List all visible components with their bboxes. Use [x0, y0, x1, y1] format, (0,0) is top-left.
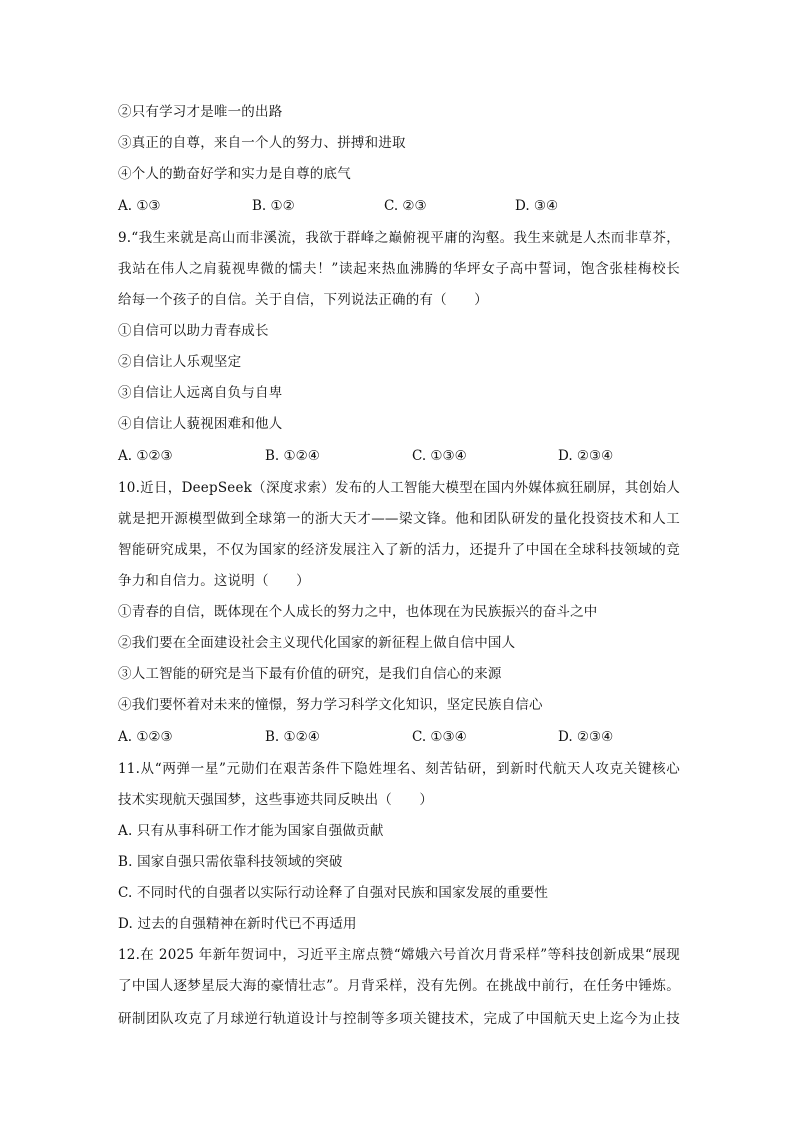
q11-option-c: C. 不同时代的自强者以实际行动诠释了自强对民族和国家发展的重要性 — [118, 885, 549, 901]
q11-option-a: A. 只有从事科研工作才能为国家自强做贡献 — [118, 823, 384, 839]
q10-option-d: D. ②③④ — [558, 729, 614, 745]
q10-statement-3: ③人工智能的研究是当下最有价值的研究，是我们自信心的来源 — [118, 666, 502, 682]
q12-stem-line-2: 了中国人逐梦星辰大海的豪情壮志”。月背采样，没有先例。在挑战中前行，在任务中锤炼。 — [118, 978, 680, 994]
q9-option-c: C. ①③④ — [412, 448, 467, 464]
q9-statement-4: ④自信让人藐视困难和他人 — [118, 416, 283, 432]
q9-stem-line-1: 9.“我生来就是高山而非溪流，我欲于群峰之巅俯视平庸的沟壑。我生来就是人杰而非草芥， — [118, 230, 680, 246]
q8-option-a: A. ①③ — [118, 198, 161, 214]
q9-stem-line-3: 给每一个孩子的自信。关于自信，下列说法正确的有（ ） — [118, 292, 488, 308]
q9-option-a: A. ①②③ — [118, 448, 173, 464]
q10-option-c: C. ①③④ — [412, 729, 467, 745]
q9-option-d: D. ②③④ — [558, 448, 614, 464]
q12-stem-line-1: 12.在 2025 年新年贺词中，习近平主席点赞“嫦娥六号首次月背采样”等科技创新成果“展现 — [118, 947, 680, 963]
q8-option-b: B. ①② — [252, 198, 295, 214]
q9-stem-line-2: 我站在伟人之肩藐视卑微的懦夫！”读起来热血沸腾的华坪女子高中誓词，饱含张桂梅校长 — [118, 261, 680, 277]
q9-option-b: B. ①②④ — [265, 448, 320, 464]
q8-statement-4: ④个人的勤奋好学和实力是自尊的底气 — [118, 166, 351, 182]
q12-stem-line-3: 研制团队攻克了月球逆行轨道设计与控制等多项关键技术，完成了中国航天史上迄今为止技 — [118, 1011, 680, 1027]
q10-statement-2: ②我们要在全面建设社会主义现代化国家的新征程上做自信中国人 — [118, 635, 516, 651]
q10-stem-line-3: 智能研究成果，不仅为国家的经济发展注入了新的活力，还提升了中国在全球科技领域的竞 — [118, 542, 680, 558]
q9-statement-1: ①自信可以助力青春成长 — [118, 323, 269, 339]
q10-option-a: A. ①②③ — [118, 729, 173, 745]
q9-statement-3: ③自信让人远离自负与自卑 — [118, 385, 283, 401]
q10-statement-4: ④我们要怀着对未来的憧憬，努力学习科学文化知识，坚定民族自信心 — [118, 697, 543, 713]
q10-stem-line-1: 10.近日，DeepSeek（深度求索）发布的人工智能大模型在国内外媒体疯狂刷屏，其创始人 — [118, 480, 680, 496]
q11-stem-line-2: 技术实现航天强国梦，这些事迹共同反映出（ ） — [118, 792, 434, 808]
q9-statement-2: ②自信让人乐观坚定 — [118, 354, 242, 370]
q8-statement-3: ③真正的自尊，来自一个人的努力、拼搏和进取 — [118, 135, 406, 151]
q10-option-b: B. ①②④ — [265, 729, 320, 745]
q10-stem-line-2: 就是把开源模型做到全球第一的浙大天才——梁文锋。他和团队研发的量化投资技术和人工 — [118, 511, 680, 527]
q8-statement-2: ②只有学习才是唯一的出路 — [118, 104, 283, 120]
q11-stem-line-1: 11.从“两弹一星”元勋们在艰苦条件下隐姓埋名、刻苦钻研，到新时代航天人攻克关键核心 — [118, 761, 680, 777]
q11-option-d: D. 过去的自强精神在新时代已不再适用 — [118, 916, 357, 932]
q8-option-c: C. ②③ — [384, 198, 427, 214]
q11-option-b: B. 国家自强只需依靠科技领域的突破 — [118, 854, 343, 870]
q10-statement-1: ①青春的自信，既体现在个人成长的努力之中，也体现在为民族振兴的奋斗之中 — [118, 604, 598, 620]
q10-stem-line-4: 争力和自信力。这说明（ ） — [118, 573, 310, 589]
q8-option-d: D. ③④ — [515, 198, 559, 214]
